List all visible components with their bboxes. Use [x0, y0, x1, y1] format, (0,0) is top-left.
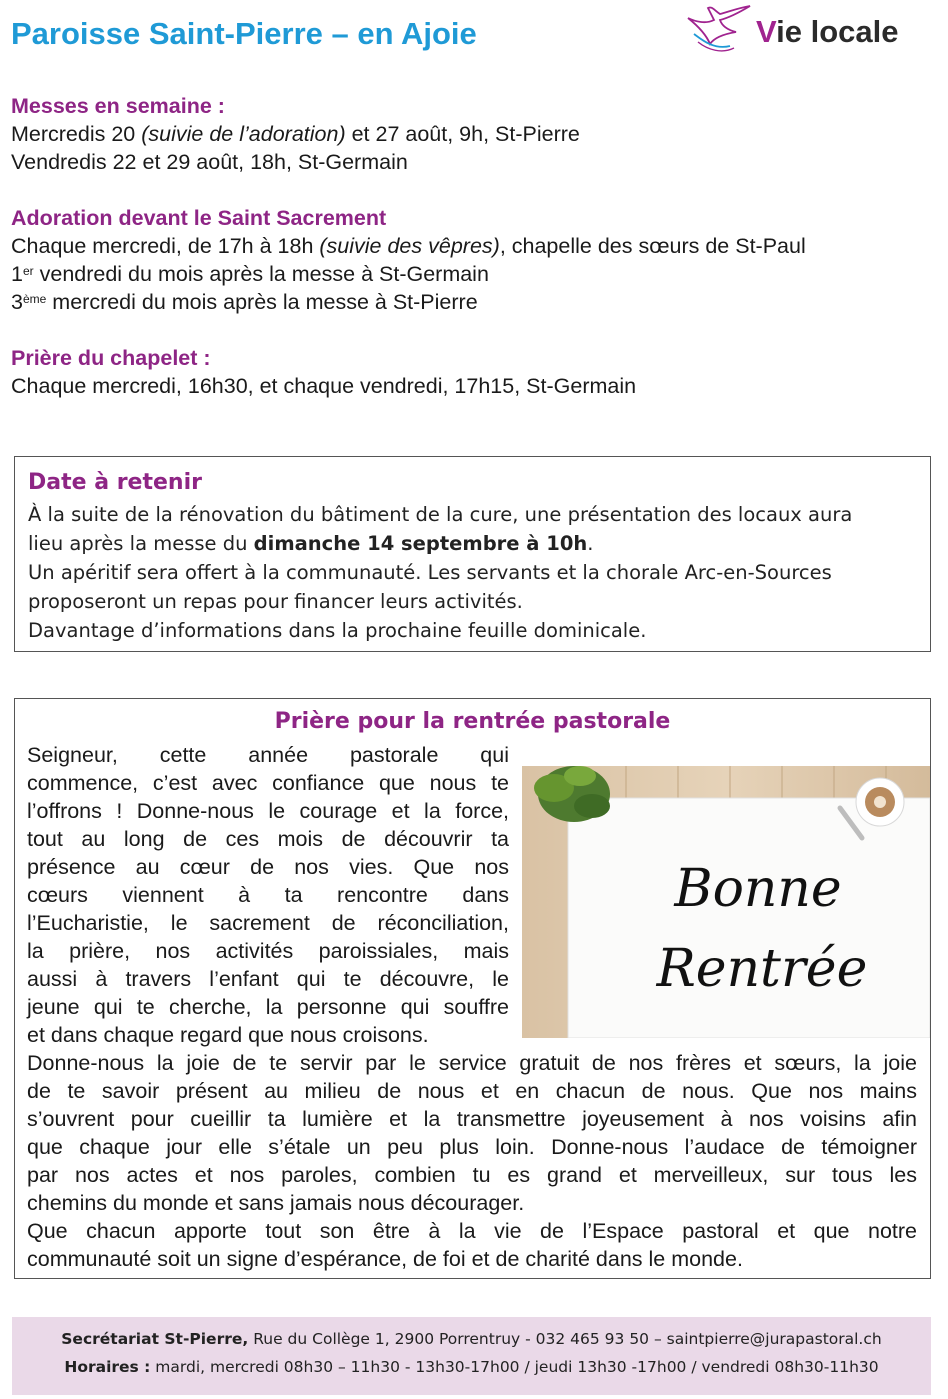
prayer-column-text [27, 741, 509, 1049]
prayer-line: Seigneur, cette année pastorale qui [27, 743, 509, 767]
prayer-line: tout au long de ces mois de découvrir ta [27, 827, 509, 851]
footer-horaires-line: Horaires : mardi, mercredi 08h30 – 11h30 - 13h30-17h00 / jeudi 13h30 -17h00 / vendredi 08h30-11h30 [64, 1358, 879, 1376]
prayer-line: chemins du monde et sans jamais nous décourager. [27, 1191, 525, 1215]
date-box-line: À la suite de la rénovation du bâtiment de la cure, une présentation des locaux aura [28, 503, 853, 526]
adoration-heading: Adoration devant le Saint Sacrement [11, 206, 387, 230]
chapelet-section [11, 344, 636, 400]
prayer-line: l’Eucharistie, le sacrement de réconciliation, [27, 911, 509, 935]
adoration-line3: 3ème mercredi du mois après la messe à St-Pierre [11, 290, 478, 314]
logo-v-letter: V [756, 14, 777, 49]
vie-locale-logo [684, 4, 924, 60]
svg-text:Rentrée: Rentrée [656, 939, 868, 999]
prayer-line: commence, c’est avec confiance que nous te [27, 771, 509, 795]
date-box-line: proposeront un repas pour financer leurs activités. [28, 590, 523, 613]
prayer-line: de te savoir présent au milieu de nous et en chacun de nous. Que nos mains [27, 1079, 917, 1103]
prayer-full-text [27, 1049, 917, 1273]
priere-title: Prière pour la rentrée pastorale [274, 709, 671, 734]
prayer-line: l’offrons ! Donne-nous le courage et la force, [27, 799, 509, 823]
dove-icon [684, 4, 756, 56]
date-box-line: Un apéritif sera offert à la communauté. Les servants et la chorale Arc-en-Sources [28, 561, 832, 584]
messes-line1: Mercredis 20 (suivie de l’adoration) et 27 août, 9h, St-Pierre [11, 122, 580, 146]
prayer-line: aussi à travers l’enfant qui te découvre, le [27, 967, 509, 991]
priere-box [14, 698, 931, 1279]
chapelet-heading: Prière du chapelet : [11, 346, 211, 370]
prayer-line: cœurs viennent à ta rencontre dans [27, 883, 509, 907]
svg-text:Bonne: Bonne [674, 859, 842, 919]
adoration-line1: Chaque mercredi, de 17h à 18h (suivie des vêpres), chapelle des sœurs de St-Paul [11, 234, 806, 258]
prayer-line: Donne-nous la joie de te servir par le service gratuit de nos frères et sœurs, la joie [27, 1051, 917, 1075]
coffee-cup-icon [856, 778, 904, 826]
date-box-title: Date à retenir [28, 470, 202, 495]
messes-heading: Messes en semaine : [11, 94, 225, 118]
messes-line2: Vendredis 22 et 29 août, 18h, St-Germain [11, 150, 408, 174]
prayer-line: Que chacun apporte tout son être à la vie de l’Espace pastoral et que notre [27, 1219, 917, 1243]
adoration-line2: 1er vendredi du mois après la messe à St-Germain [11, 262, 489, 286]
prayer-line: que chaque jour elle s’étale un peu plus loin. Donne-nous l’audace de témoigner [27, 1135, 917, 1159]
logo-text: ie locale [776, 14, 899, 49]
bonne-rentree-image [522, 766, 930, 1038]
date-box-line: lieu après la messe du dimanche 14 septembre à 10h. [28, 532, 594, 555]
prayer-line: présence au cœur de nos vies. Que nos [27, 855, 509, 879]
prayer-line: jeune qui te cherche, la personne qui souffre [27, 995, 509, 1019]
messes-section [11, 92, 580, 176]
chapelet-line1: Chaque mercredi, 16h30, et chaque vendredi, 17h15, St-Germain [11, 374, 637, 398]
date-a-retenir-box [14, 456, 931, 652]
prayer-line: communauté soit un signe d’espérance, de foi et de charité dans le monde. [27, 1247, 743, 1271]
page-title: Paroisse Saint-Pierre – en Ajoie [11, 16, 477, 51]
prayer-line: par nos actes et nos paroles, combien tu es grand et merveilleux, sur tous les [27, 1163, 917, 1187]
date-box-line: Davantage d’informations dans la prochaine feuille dominicale. [28, 619, 647, 642]
prayer-line: et dans chaque regard que nous croisons. [27, 1023, 429, 1047]
prayer-line: s’ouvrent pour cueillir ta lumière et la transmettre joyeusement à nos voisins afin [27, 1107, 917, 1131]
footer-secretariat-line: Secrétariat St-Pierre, Rue du Collège 1, 2900 Porrentruy - 032 465 93 50 – saintpierre@jurapastoral.ch [61, 1330, 882, 1348]
prayer-line: la prière, nos activités paroissiales, mais [27, 939, 509, 963]
footer-contact [12, 1317, 931, 1395]
adoration-section [11, 204, 806, 316]
